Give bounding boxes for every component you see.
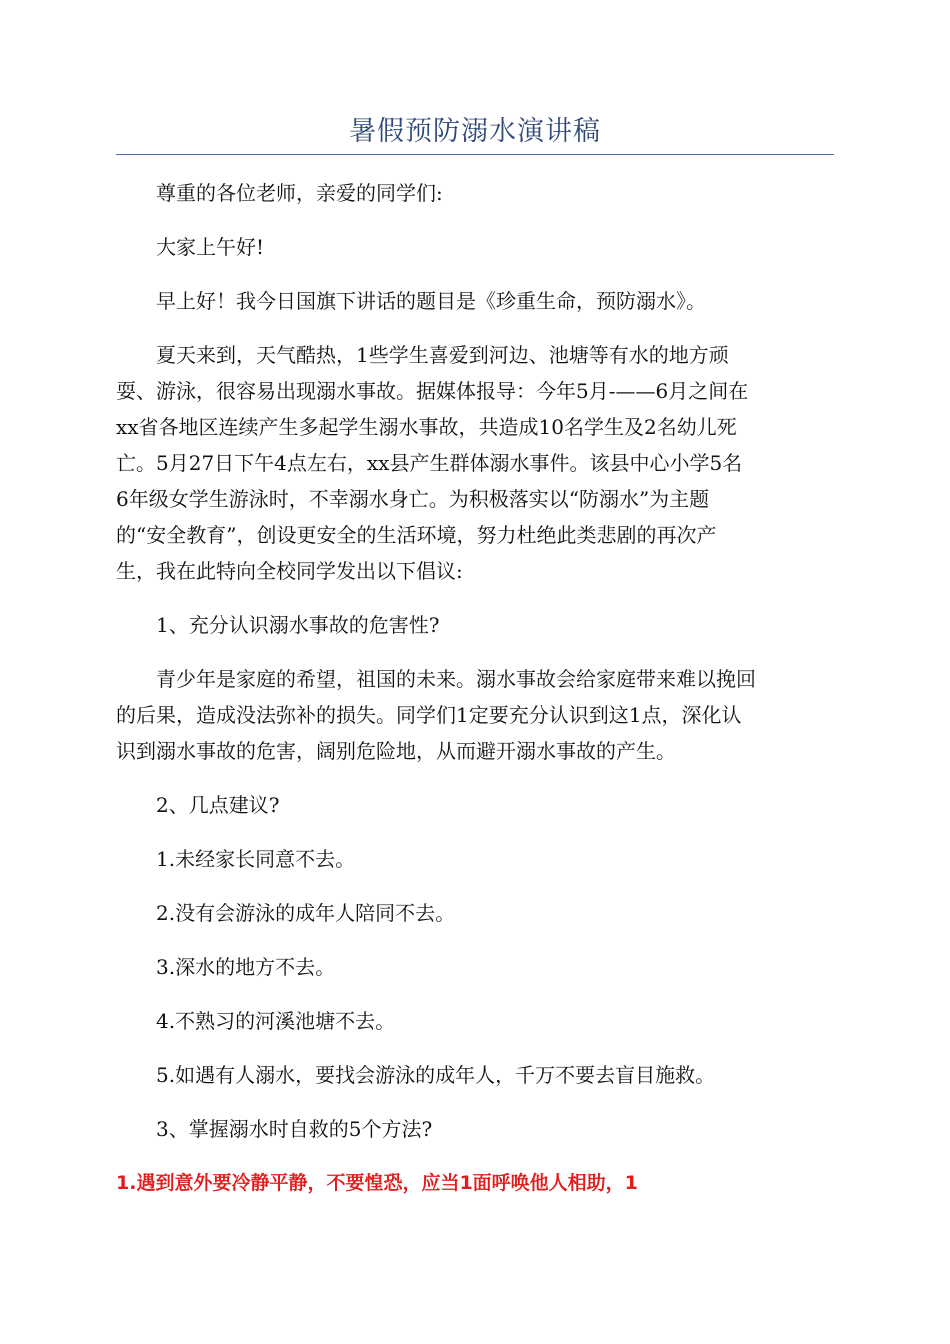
document-title: 暑假预防溺水演讲稿 xyxy=(349,116,601,147)
paragraph-harm-line: 青少年是家庭的希望，祖国的未来。溺水事故会给家庭带来难以挽回 xyxy=(156,667,756,691)
paragraph-background-line: 亡。5月27日下午4点左右，xx县产生群体溺水事件。该县中心小学5名 xyxy=(116,451,743,475)
paragraph-background-line: 6年级女学生游泳时，不幸溺水身亡。为积极落实以“防溺水”为主题 xyxy=(116,487,710,511)
document-body xyxy=(116,175,836,1219)
list-item: 1.未经家长同意不去。 xyxy=(156,847,356,871)
section-heading-2: 2、几点建议? xyxy=(156,793,280,817)
paragraph-background-line: xx省各地区连续产生多起学生溺水事故，共造成10名学生及2名幼儿死 xyxy=(116,415,737,439)
paragraph-background-line: 夏天来到，天气酷热，1些学生喜爱到河边、池塘等有水的地方顽 xyxy=(156,343,729,367)
paragraph-salutation: 尊重的各位老师，亲爱的同学们: xyxy=(156,181,443,205)
list-item: 4.不熟习的河溪池塘不去。 xyxy=(156,1009,396,1033)
paragraph-harm xyxy=(116,661,836,769)
list-item: 5.如遇有人溺水，要找会游泳的成年人，千万不要去盲目施救。 xyxy=(156,1063,716,1087)
highlighted-list-item: 1.遇到意外要冷静平静，不要惶恐，应当1面呼唤他人相助，1 xyxy=(116,1172,638,1194)
paragraph-background-line: 生，我在此特向全校同学发出以下倡议: xyxy=(116,559,463,583)
section-heading-3: 3、掌握溺水时自救的5个方法? xyxy=(156,1117,433,1141)
list-item: 3.深水的地方不去。 xyxy=(156,955,336,979)
paragraph-topic: 早上好！我今日国旗下讲话的题目是《珍重生命，预防溺水》。 xyxy=(156,289,706,313)
list-item: 2.没有会游泳的成年人陪同不去。 xyxy=(156,901,456,925)
paragraph-greeting: 大家上午好! xyxy=(156,235,265,259)
paragraph-background-line: 的“安全教育”，创设更安全的生活环境，努力杜绝此类悲剧的再次产 xyxy=(116,523,717,547)
section-heading-1: 1、充分认识溺水事故的危害性? xyxy=(156,613,440,637)
paragraph-background xyxy=(116,337,836,589)
title-underline xyxy=(116,154,834,155)
paragraph-harm-line: 的后果，造成没法弥补的损失。同学们1定要充分认识到这1点，深化认 xyxy=(116,703,742,727)
paragraph-harm-line: 识到溺水事故的危害，阔别危险地，从而避开溺水事故的产生。 xyxy=(116,739,676,763)
paragraph-background-line: 耍、游泳，很容易出现溺水事故。据媒体报导：今年5月-——6月之间在 xyxy=(116,379,749,403)
